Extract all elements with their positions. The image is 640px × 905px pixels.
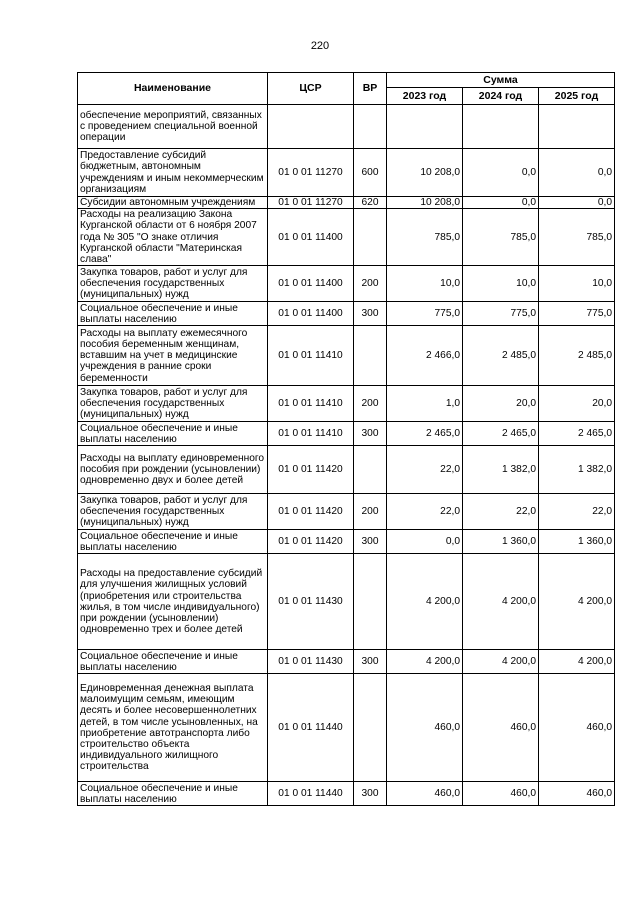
row-sum-2023-cell: 10 208,0 <box>387 149 463 197</box>
row-name-cell: обеспечение мероприятий, связанных с проведением специальной военной операции <box>78 105 268 149</box>
row-sum-2024-cell: 4 200,0 <box>463 554 539 650</box>
header-vr: ВР <box>354 73 387 105</box>
table-row <box>78 326 615 386</box>
row-vr-cell <box>354 674 387 782</box>
row-sum-2023-cell: 775,0 <box>387 302 463 326</box>
header-year-2024: 2024 год <box>463 88 539 105</box>
page-number: 220 <box>310 40 330 52</box>
row-name-cell: Предоставление субсидий бюджетным, автономным учреждениям и иным некоммерческим организациям <box>78 149 268 197</box>
row-sum-2023-cell: 22,0 <box>387 494 463 530</box>
table-row <box>78 197 615 209</box>
table-row <box>78 650 615 674</box>
row-sum-2025-cell: 775,0 <box>539 302 615 326</box>
row-sum-2024-cell: 775,0 <box>463 302 539 326</box>
row-sum-2024-cell: 0,0 <box>463 197 539 209</box>
row-sum-2023-cell: 0,0 <box>387 530 463 554</box>
row-sum-2025-cell: 4 200,0 <box>539 650 615 674</box>
row-sum-2024-cell: 0,0 <box>463 149 539 197</box>
row-vr-cell <box>354 446 387 494</box>
row-vr-cell <box>354 554 387 650</box>
row-sum-2025-cell: 0,0 <box>539 149 615 197</box>
row-vr-cell: 300 <box>354 302 387 326</box>
row-vr-cell <box>354 105 387 149</box>
row-sum-2024-cell: 1 382,0 <box>463 446 539 494</box>
header-sum: Сумма <box>387 73 615 88</box>
row-sum-2023-cell: 2 466,0 <box>387 326 463 386</box>
row-sum-2024-cell: 2 485,0 <box>463 326 539 386</box>
row-name-cell: Закупка товаров, работ и услуг для обеспечения государственных (муниципальных) нужд <box>78 386 268 422</box>
row-csr-cell: 01 0 01 11430 <box>268 554 354 650</box>
row-csr-cell: 01 0 01 11410 <box>268 422 354 446</box>
table-row <box>78 149 615 197</box>
row-name-cell: Социальное обеспечение и иные выплаты населению <box>78 650 268 674</box>
table-row <box>78 422 615 446</box>
row-name-cell: Расходы на предоставление субсидий для улучшения жилищных условий (приобретения или строительства жилья, в том числе индивидуального) при рождении (усыновлении) одновременно трех и более детей <box>78 554 268 650</box>
row-sum-2025-cell: 10,0 <box>539 266 615 302</box>
row-vr-cell <box>354 209 387 266</box>
row-sum-2023-cell: 22,0 <box>387 446 463 494</box>
row-sum-2023-cell <box>387 105 463 149</box>
row-sum-2023-cell: 785,0 <box>387 209 463 266</box>
row-vr-cell: 300 <box>354 422 387 446</box>
row-sum-2025-cell: 4 200,0 <box>539 554 615 650</box>
header-csr: ЦСР <box>268 73 354 105</box>
row-sum-2023-cell: 460,0 <box>387 674 463 782</box>
row-name-cell: Единовременная денежная выплата малоимущим семьям, имеющим десять и более несовершеннолетних детей, в том числе усыновленных, на приобретение автотранспорта либо строительство объекта индивидуального жилищного строительства <box>78 674 268 782</box>
row-csr-cell: 01 0 01 11400 <box>268 209 354 266</box>
row-csr-cell: 01 0 01 11420 <box>268 530 354 554</box>
row-sum-2023-cell: 10,0 <box>387 266 463 302</box>
row-csr-cell: 01 0 01 11420 <box>268 446 354 494</box>
row-csr-cell: 01 0 01 11410 <box>268 386 354 422</box>
row-name-cell: Закупка товаров, работ и услуг для обеспечения государственных (муниципальных) нужд <box>78 494 268 530</box>
row-csr-cell <box>268 105 354 149</box>
header-name: Наименование <box>78 73 268 105</box>
row-sum-2024-cell: 785,0 <box>463 209 539 266</box>
table-row <box>78 446 615 494</box>
header-year-2023: 2023 год <box>387 88 463 105</box>
row-name-cell: Социальное обеспечение и иные выплаты населению <box>78 302 268 326</box>
table-row <box>78 266 615 302</box>
row-sum-2025-cell: 785,0 <box>539 209 615 266</box>
row-name-cell: Субсидии автономным учреждениям <box>78 197 268 209</box>
table-row <box>78 209 615 266</box>
table-row <box>78 674 615 782</box>
table-row <box>78 554 615 650</box>
table-row <box>78 530 615 554</box>
row-sum-2025-cell: 0,0 <box>539 197 615 209</box>
row-csr-cell: 01 0 01 11440 <box>268 674 354 782</box>
row-sum-2023-cell: 2 465,0 <box>387 422 463 446</box>
row-vr-cell: 300 <box>354 782 387 806</box>
row-csr-cell: 01 0 01 11430 <box>268 650 354 674</box>
row-sum-2025-cell <box>539 105 615 149</box>
row-csr-cell: 01 0 01 11400 <box>268 302 354 326</box>
row-sum-2024-cell <box>463 105 539 149</box>
row-sum-2023-cell: 460,0 <box>387 782 463 806</box>
row-sum-2025-cell: 2 485,0 <box>539 326 615 386</box>
row-name-cell: Расходы на реализацию Закона Курганской области от 6 ноября 2007 года № 305 "О знаке отличия Курганской области "Материнская слава" <box>78 209 268 266</box>
row-csr-cell: 01 0 01 11400 <box>268 266 354 302</box>
row-sum-2024-cell: 4 200,0 <box>463 650 539 674</box>
row-sum-2024-cell: 1 360,0 <box>463 530 539 554</box>
row-vr-cell: 600 <box>354 149 387 197</box>
row-name-cell: Закупка товаров, работ и услуг для обеспечения государственных (муниципальных) нужд <box>78 266 268 302</box>
row-vr-cell: 200 <box>354 266 387 302</box>
row-sum-2023-cell: 1,0 <box>387 386 463 422</box>
table-row <box>78 386 615 422</box>
row-name-cell: Социальное обеспечение и иные выплаты населению <box>78 530 268 554</box>
row-sum-2024-cell: 10,0 <box>463 266 539 302</box>
row-csr-cell: 01 0 01 11440 <box>268 782 354 806</box>
row-sum-2025-cell: 2 465,0 <box>539 422 615 446</box>
row-name-cell: Социальное обеспечение и иные выплаты населению <box>78 782 268 806</box>
budget-table <box>77 72 615 806</box>
row-sum-2025-cell: 460,0 <box>539 782 615 806</box>
row-sum-2025-cell: 460,0 <box>539 674 615 782</box>
row-csr-cell: 01 0 01 11270 <box>268 197 354 209</box>
row-sum-2023-cell: 10 208,0 <box>387 197 463 209</box>
row-vr-cell: 200 <box>354 494 387 530</box>
row-sum-2025-cell: 1 360,0 <box>539 530 615 554</box>
row-sum-2024-cell: 460,0 <box>463 674 539 782</box>
row-vr-cell <box>354 326 387 386</box>
table-row <box>78 782 615 806</box>
row-name-cell: Расходы на выплату ежемесячного пособия беременным женщинам, вставшим на учет в медицинские учреждения в ранние сроки беременности <box>78 326 268 386</box>
row-vr-cell: 200 <box>354 386 387 422</box>
row-name-cell: Социальное обеспечение и иные выплаты населению <box>78 422 268 446</box>
row-csr-cell: 01 0 01 11420 <box>268 494 354 530</box>
row-sum-2025-cell: 1 382,0 <box>539 446 615 494</box>
row-sum-2024-cell: 460,0 <box>463 782 539 806</box>
row-sum-2024-cell: 20,0 <box>463 386 539 422</box>
row-sum-2025-cell: 20,0 <box>539 386 615 422</box>
row-vr-cell: 300 <box>354 530 387 554</box>
row-sum-2024-cell: 2 465,0 <box>463 422 539 446</box>
table-row <box>78 302 615 326</box>
row-sum-2024-cell: 22,0 <box>463 494 539 530</box>
row-vr-cell: 620 <box>354 197 387 209</box>
row-name-cell: Расходы на выплату единовременного пособия при рождении (усыновлении) одновременно двух и более детей <box>78 446 268 494</box>
row-sum-2023-cell: 4 200,0 <box>387 554 463 650</box>
row-vr-cell: 300 <box>354 650 387 674</box>
table-row <box>78 105 615 149</box>
table-row <box>78 494 615 530</box>
row-csr-cell: 01 0 01 11410 <box>268 326 354 386</box>
row-sum-2025-cell: 22,0 <box>539 494 615 530</box>
table-body <box>78 105 615 806</box>
header-year-2025: 2025 год <box>539 88 615 105</box>
row-sum-2023-cell: 4 200,0 <box>387 650 463 674</box>
row-csr-cell: 01 0 01 11270 <box>268 149 354 197</box>
